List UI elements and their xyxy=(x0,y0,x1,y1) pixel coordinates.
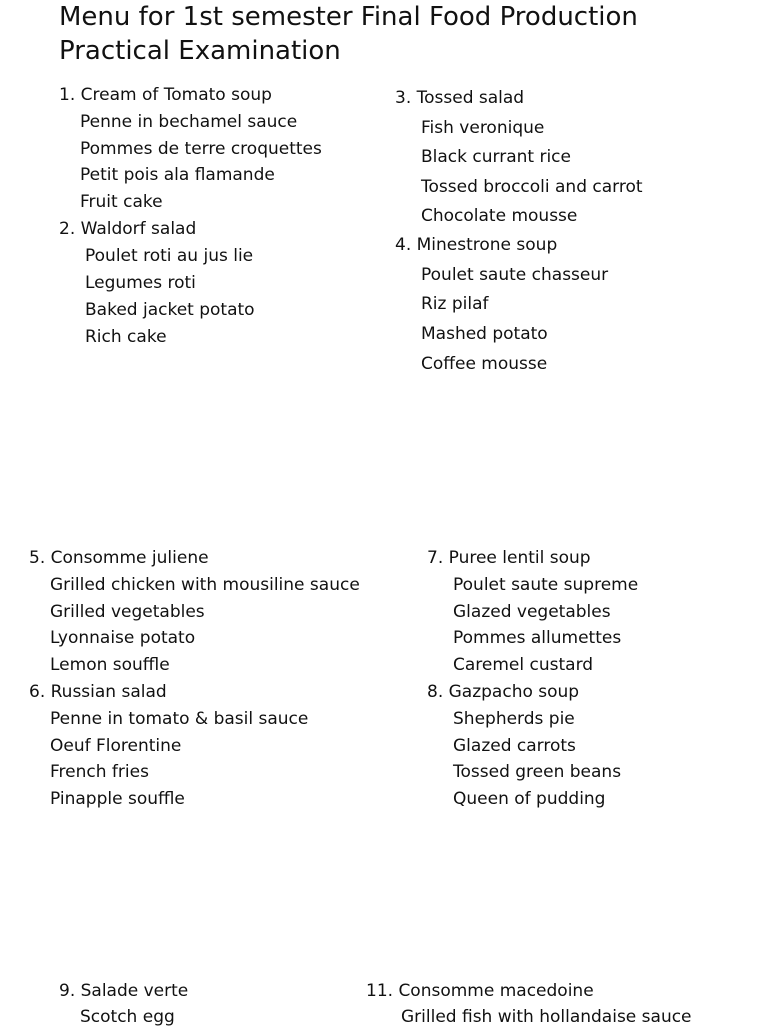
menu-4-heading: 4. Minestrone soup xyxy=(395,235,558,255)
menu-2-item: Legumes roti xyxy=(85,273,196,293)
menu-3-item: Fish veronique xyxy=(421,117,545,138)
menu-3 xyxy=(395,84,643,232)
menu-6-heading: 6. Russian salad xyxy=(29,682,167,702)
menu-4 xyxy=(395,231,608,380)
page-title: Menu for 1st semester Final Food Production Practical Examination xyxy=(59,2,638,66)
menu-5-heading: 5. Consomme juliene xyxy=(29,548,209,568)
menu-1 xyxy=(59,82,322,216)
menu-5-item: Lemon souffle xyxy=(50,655,170,676)
menu-9-heading: 9. Salade verte xyxy=(59,981,189,1001)
menu-8-heading: 8. Gazpacho soup xyxy=(427,682,580,702)
menu-8-item: Queen of pudding xyxy=(453,789,606,810)
menu-3-item: Black currant rice xyxy=(421,147,571,167)
menu-9 xyxy=(59,978,188,1030)
menu-5-item: Grilled chicken with mousiline sauce xyxy=(50,574,360,595)
menu-4-item: Coffee mousse xyxy=(421,353,548,374)
menu-1-heading: 1. Cream of Tomato soup xyxy=(59,85,272,105)
menu-3-item: Chocolate mousse xyxy=(421,206,578,226)
menu-8 xyxy=(427,679,621,813)
menu-7-item: Pommes allumettes xyxy=(453,628,622,649)
menu-7-item: Caremel custard xyxy=(453,655,594,676)
menu-7-item: Glazed vegetables xyxy=(453,601,611,622)
menu-6-item: French fries xyxy=(50,762,149,783)
menu-9-item: Scotch egg xyxy=(80,1007,175,1027)
menu-1-item: Fruit cake xyxy=(80,192,163,213)
menu-3-item: Tossed broccoli and carrot xyxy=(421,176,643,197)
menu-2-item: Rich cake xyxy=(85,327,167,347)
menu-6 xyxy=(29,679,308,813)
menu-6-item: Pinapple souffle xyxy=(50,789,185,810)
menu-6-item: Oeuf Florentine xyxy=(50,735,182,756)
menu-8-item: Shepherds pie xyxy=(453,708,575,729)
menu-5-item: Grilled vegetables xyxy=(50,601,205,622)
menu-1-item: Petit pois ala flamande xyxy=(80,165,275,186)
menu-7 xyxy=(427,545,638,679)
menu-8-item: Tossed green beans xyxy=(453,762,622,783)
menu-8-item: Glazed carrots xyxy=(453,735,576,756)
menu-2-heading: 2. Waldorf salad xyxy=(59,219,197,239)
menu-11-item: Grilled fish with hollandaise sauce xyxy=(401,1007,692,1027)
menu-7-heading: 7. Puree lentil soup xyxy=(427,548,591,568)
menu-7-item: Poulet saute supreme xyxy=(453,574,639,595)
menu-11 xyxy=(366,978,692,1030)
menu-2-item: Baked jacket potato xyxy=(85,300,255,320)
menu-5 xyxy=(29,545,360,679)
menu-3-heading: 3. Tossed salad xyxy=(395,88,525,108)
menu-11-heading: 11. Consomme macedoine xyxy=(366,981,594,1001)
menu-6-item: Penne in tomato & basil sauce xyxy=(50,708,309,729)
menu-2 xyxy=(59,216,255,351)
menu-4-item: Riz pilaf xyxy=(421,294,489,315)
menu-5-item: Lyonnaise potato xyxy=(50,628,196,649)
menu-4-item: Poulet saute chasseur xyxy=(421,264,609,285)
menu-1-item: Penne in bechamel sauce xyxy=(80,111,298,132)
menu-2-item: Poulet roti au jus lie xyxy=(85,246,254,266)
menu-1-item: Pommes de terre croquettes xyxy=(80,138,322,159)
menu-4-item: Mashed potato xyxy=(421,324,548,345)
